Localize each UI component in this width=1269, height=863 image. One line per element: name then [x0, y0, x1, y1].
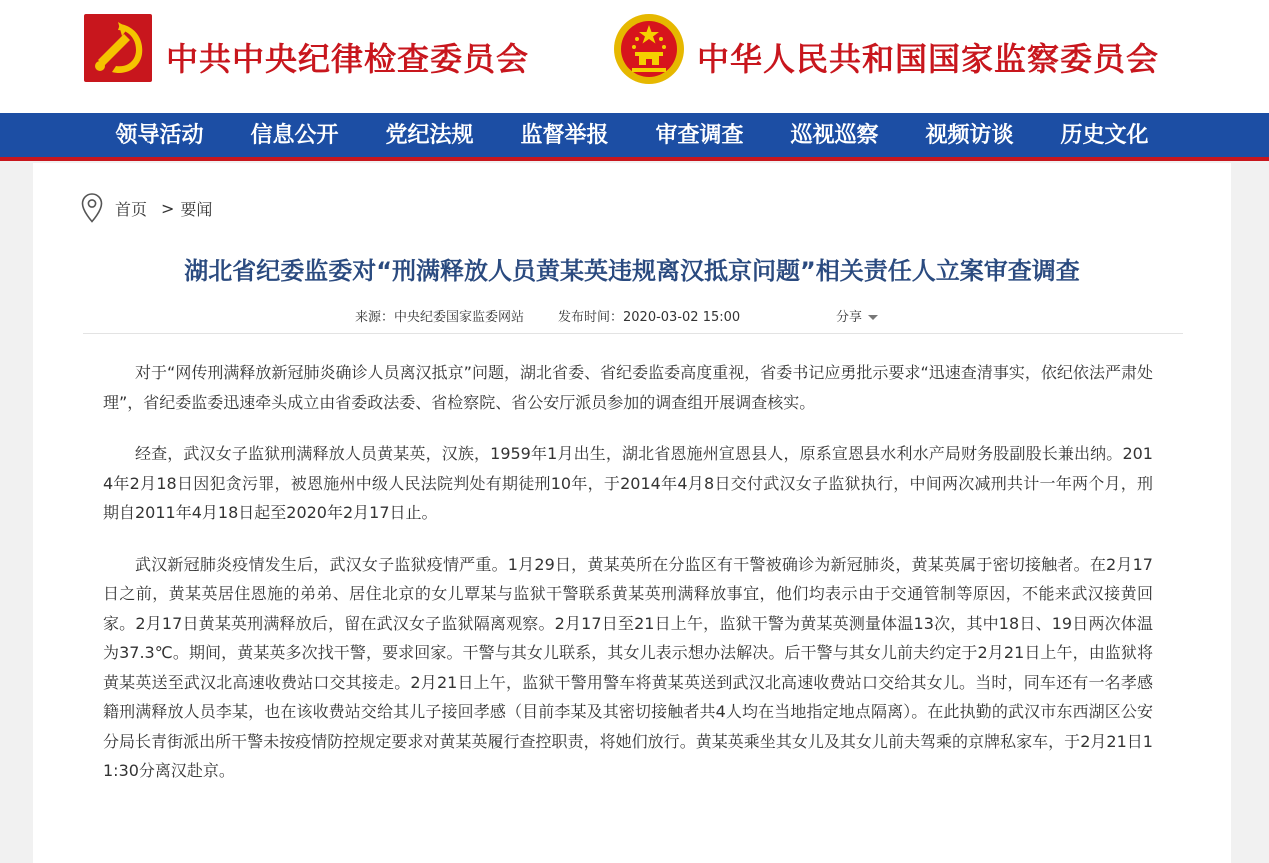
- divider: [83, 333, 1183, 334]
- article-paragraph: 对于“网传刑满释放新冠肺炎确诊人员离汉抵京”问题，湖北省委、省纪委监委高度重视，省委书记应勇批示要求“迅速查清事实，依纪依法严肃处理”，省纪委监委迅速牵头成立由省委政法委、省检察院、省公安厅派员参加的调查组开展调查核实。: [103, 363, 1153, 412]
- breadcrumb-home[interactable]: 首页: [115, 199, 148, 219]
- ccdi-title[interactable]: 中共中央纪律检查委员会: [166, 40, 530, 78]
- article-paragraph: 武汉新冠肺炎疫情发生后，武汉女子监狱疫情严重。1月29日，黄某英所在分监区有干警被确诊为新冠肺炎，黄某英属于密切接触者。在2月17日之前，黄某英居住恩施的弟弟、居住北京的女儿覃某与监狱干警联系黄某英刑满释放事宜，他们均表示由于交通管制等原因，不能来武汉接黄回家。2月17日黄某英刑满释放后，留在武汉女子监狱隔离观察。2月17日至21日上午，监狱干警为黄某英测量体温13次，其中18日、19日两次体温为37.3℃。期间，黄某英多次找干警，要求回家。干警与其女儿联系，其女儿表示想办法解决。后干警与其女儿前夫约定于2月21日上午，由监狱将黄某英送至武汉北高速收费站口交其接走。2月21日上午，监狱干警用警车将黄某英送到武汉北高速收费站口交给其女儿。当时，同车还有一名孝感籍刑满释放人员李某，也在该收费站交给其儿子接回孝感（目前李某及其密切接触者共4人均在当地指定地点隔离）。在此执勤的武汉市东西湖区公安分局长青街派出所干警未按疫情防控规定要求对黄某英履行查控职责，将她们放行。黄某英乘坐其女儿及其女儿前夫驾乘的京牌私家车，于2月21日11:30分离汉赴京。: [103, 554, 1153, 780]
- article-time: 发布时间：2020-03-02 15:00: [558, 310, 741, 325]
- party-emblem-icon[interactable]: [84, 14, 152, 82]
- main-nav: [0, 113, 1269, 161]
- share-label: 分享: [836, 310, 863, 325]
- nav-item-leadership[interactable]: 领导活动: [115, 122, 204, 148]
- national-emblem-icon[interactable]: [612, 12, 686, 86]
- breadcrumb-separator: >: [161, 198, 175, 218]
- breadcrumb: [81, 193, 212, 223]
- breadcrumb-current[interactable]: 要闻: [180, 199, 213, 219]
- caret-down-icon: [868, 315, 878, 320]
- share-button[interactable]: [836, 306, 878, 325]
- location-pin-icon: [81, 193, 103, 223]
- article-paragraph: 经查，武汉女子监狱刑满释放人员黄某英，汉族，1959年1月出生，湖北省恩施州宣恩县人，原系宣恩县水利水产局财务股副股长兼出纳。2014年2月18日因犯贪污罪，被恩施州中级人民法院判处有期徒刑10年，于2014年4月8日交付武汉女子监狱执行，中间两次减刑共计一年两个月，刑期自2011年4月18日起至2020年2月17日止。: [103, 444, 1153, 522]
- article-title: 湖北省纪委监委对“刑满释放人员黄某英违规离汉抵京问题”相关责任人立案审查调查: [184, 257, 1080, 285]
- article-body: [103, 358, 1153, 808]
- nav-item-history[interactable]: 历史文化: [1060, 122, 1149, 148]
- nav-item-investigation[interactable]: 审查调查: [655, 122, 744, 148]
- nav-item-regulations[interactable]: 党纪法规: [385, 122, 474, 148]
- article-container: [33, 163, 1231, 863]
- nav-item-info-disclosure[interactable]: 信息公开: [250, 122, 339, 148]
- nav-item-inspection[interactable]: 巡视巡察: [790, 122, 879, 148]
- nsc-title[interactable]: 中华人民共和国国家监察委员会: [697, 40, 1160, 78]
- nav-item-report[interactable]: 监督举报: [520, 122, 609, 148]
- site-header: [0, 0, 1269, 113]
- article-source: 来源：中央纪委国家监委网站: [355, 310, 525, 325]
- article-meta: [355, 306, 740, 325]
- nav-item-video[interactable]: 视频访谈: [925, 122, 1014, 148]
